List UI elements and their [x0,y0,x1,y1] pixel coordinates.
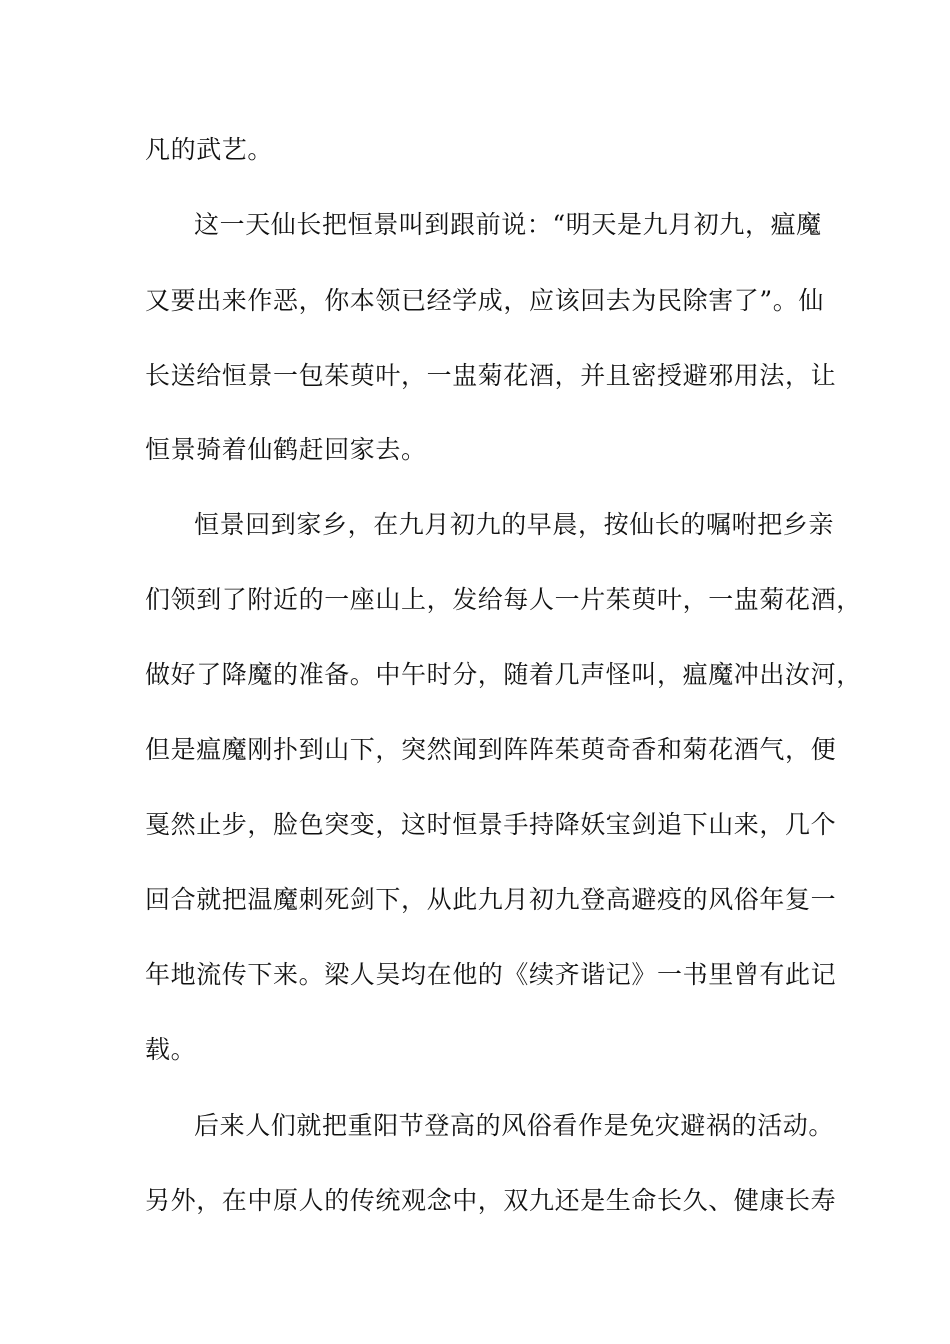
text-line: 但是瘟魔刚扑到山下，突然闻到阵阵茱萸奇香和菊花酒气，便 [145,735,837,764]
text-line: 做好了降魔的准备。中午时分，随着几声怪叫，瘟魔冲出汝河， [145,660,862,689]
text-line: 又要出来作恶，你本领已经学成，应该回去为民除害了”。仙 [145,286,824,315]
paragraph-first-line: 后来人们就把重阳节登高的风俗看作是免灾避祸的活动。 [194,1111,835,1140]
text-line: 另外，在中原人的传统观念中，双九还是生命长久、健康长寿 [145,1186,837,1215]
text-line: 凡的武艺。 [145,135,274,164]
text-line: 年地流传下来。梁人吴均在他的《续齐谐记》一书里曾有此记 [145,960,837,989]
text-line: 长送给恒景一包茱萸叶，一盅菊花酒，并且密授避邪用法，让 [145,361,837,390]
paragraph-first-line: 恒景回到家乡，在九月初九的早晨，按仙长的嘱咐把乡亲 [194,510,835,539]
text-line: 恒景骑着仙鹤赶回家去。 [145,435,427,464]
paragraph-first-line: 这一天仙长把恒景叫到跟前说：“明天是九月初九，瘟魔 [194,210,822,239]
text-line: 们领到了附近的一座山上，发给每人一片茱萸叶，一盅菊花酒， [145,585,862,614]
text-line: 载。 [145,1035,197,1064]
text-line: 戛然止步，脸色突变，这时恒景手持降妖宝剑追下山来，几个 [145,810,837,839]
text-line: 回合就把温魔刺死剑下，从此九月初九登高避疫的风俗年复一 [145,885,837,914]
